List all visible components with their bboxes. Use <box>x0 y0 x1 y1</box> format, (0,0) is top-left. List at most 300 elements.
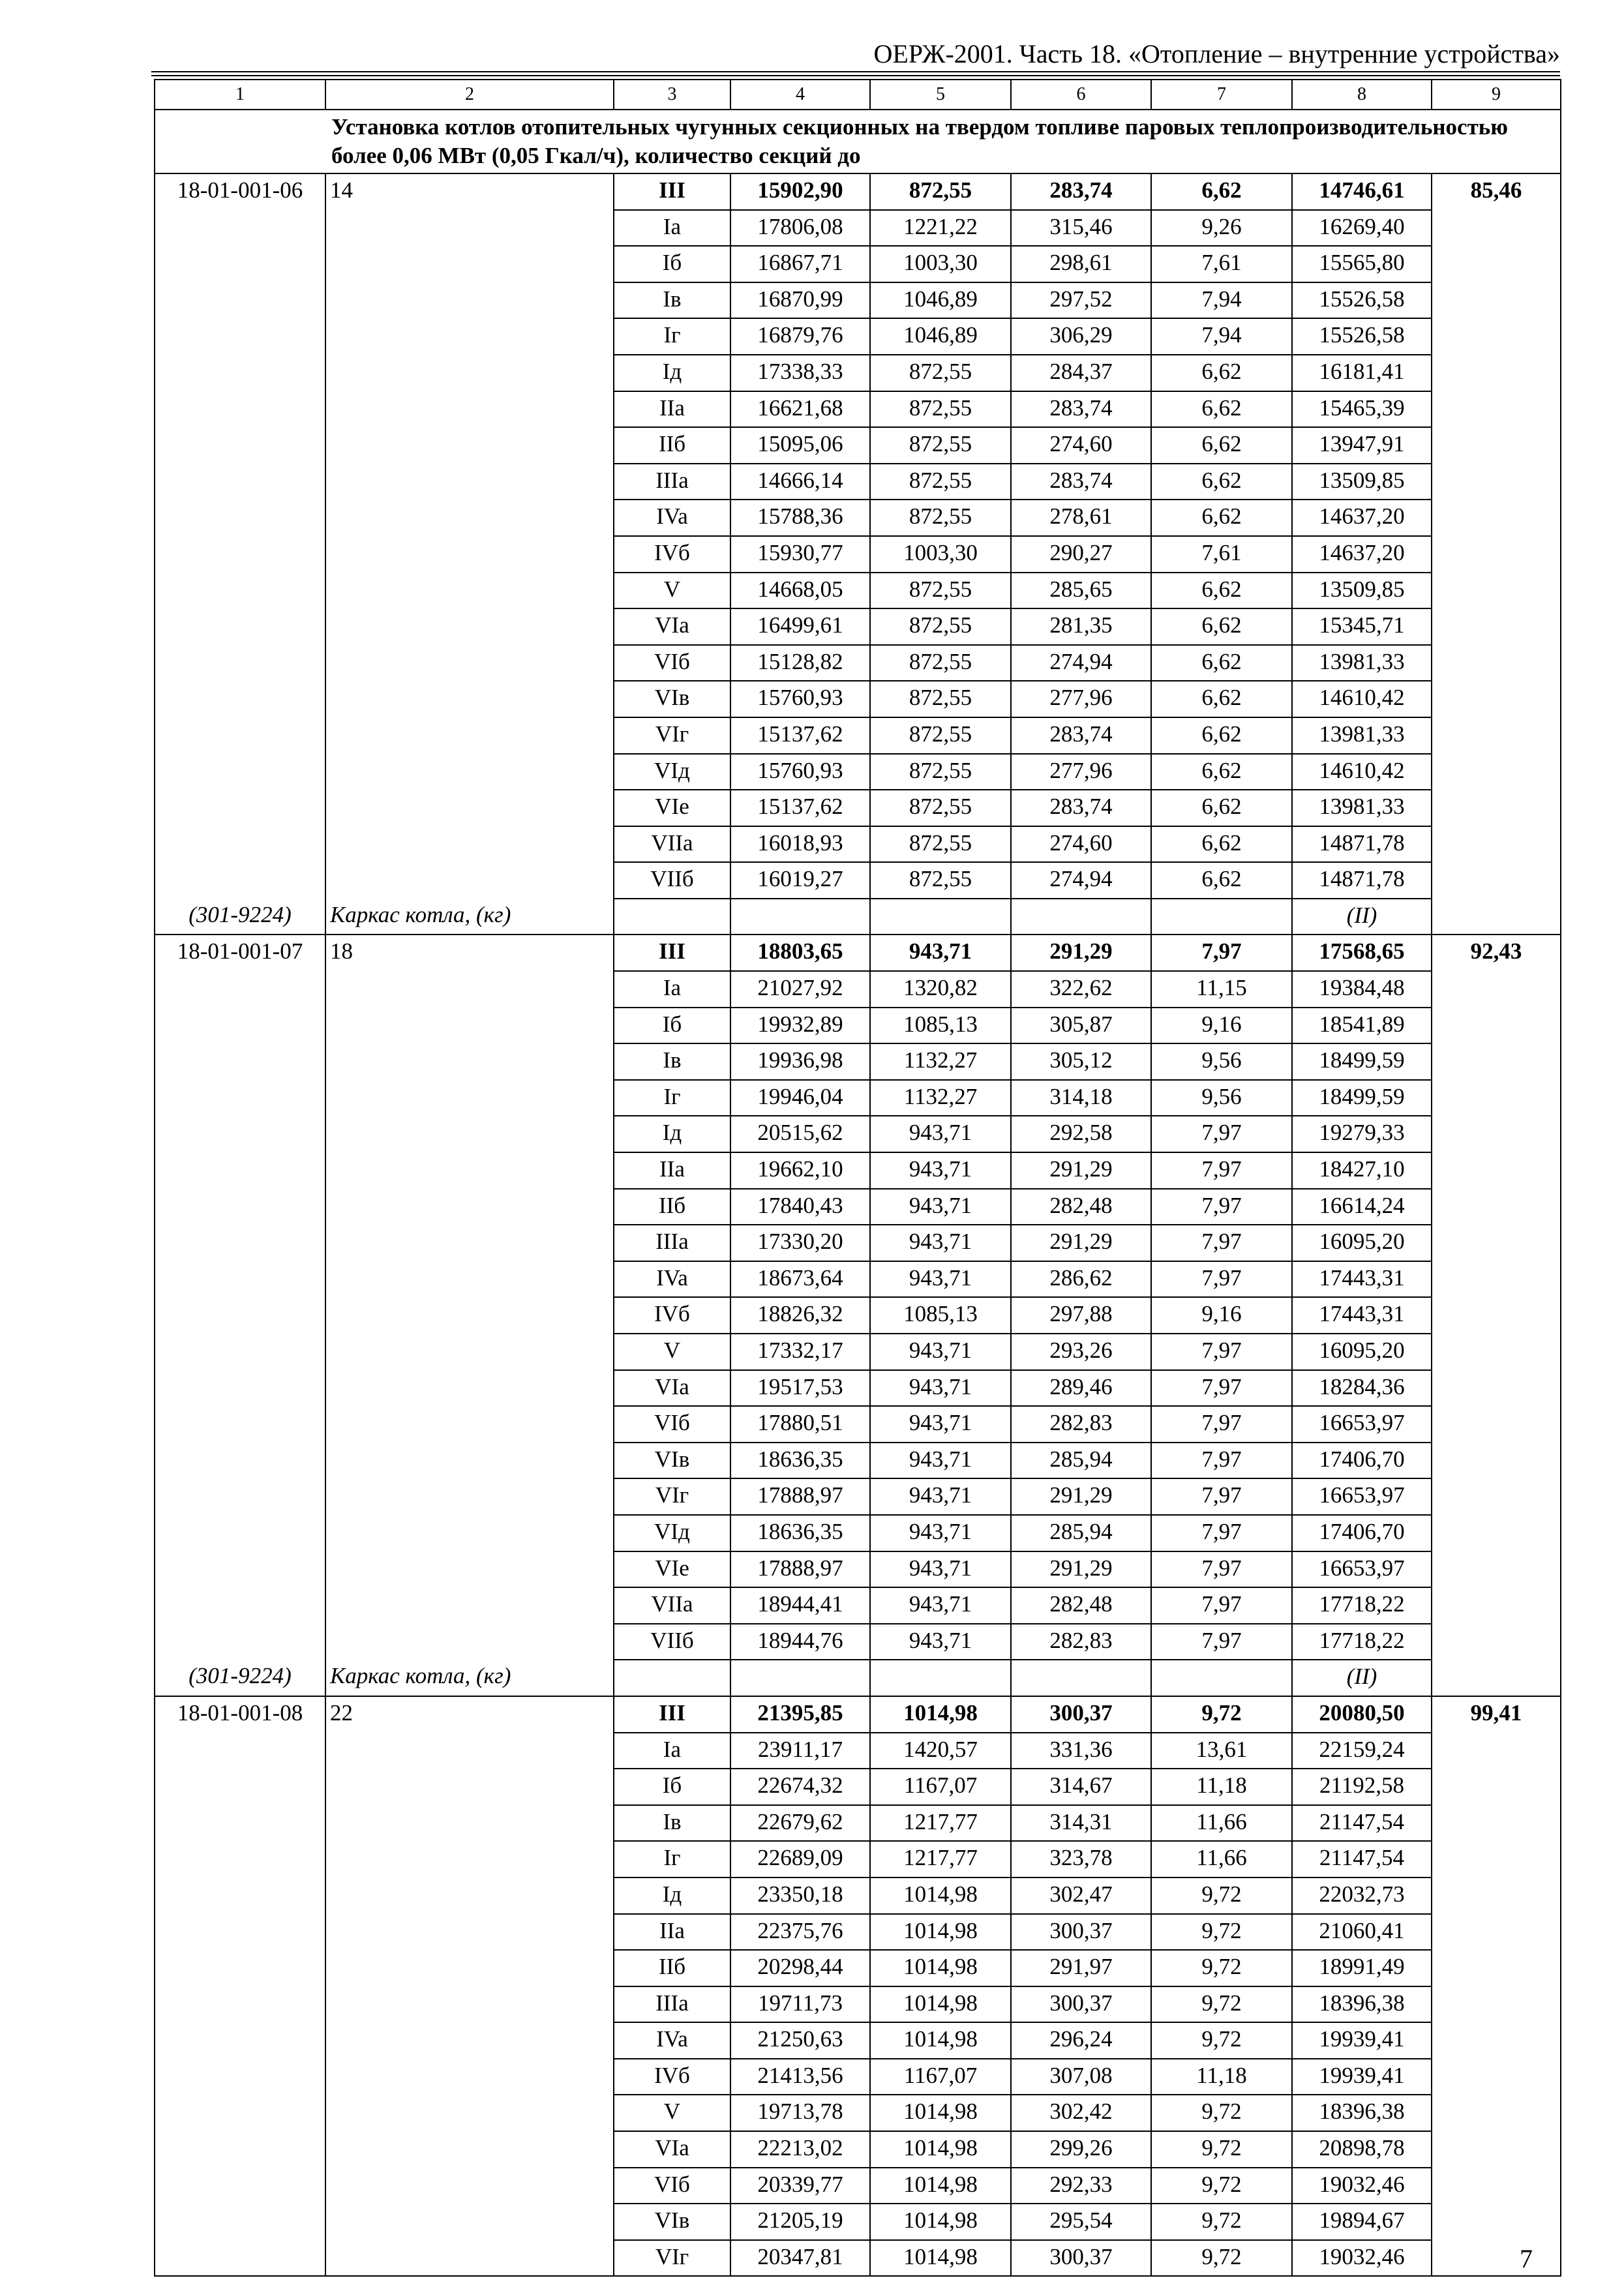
empty-cell <box>325 1152 614 1189</box>
labor-cost: 872,55 <box>870 500 1011 536</box>
norms-table <box>154 79 1561 2277</box>
zone-code: III <box>614 935 730 971</box>
empty-cell <box>155 1406 325 1443</box>
table-row <box>155 2059 1561 2095</box>
empty-cell <box>325 2204 614 2240</box>
labor-cost: 872,55 <box>870 427 1011 464</box>
zone-code: VIe <box>614 1551 730 1588</box>
table-row <box>155 1841 1561 1878</box>
total-cost: 22679,62 <box>730 1805 870 1842</box>
empty-cell <box>1432 2240 1561 2277</box>
zone-code: Iв <box>614 1043 730 1080</box>
table-row <box>155 862 1561 899</box>
frame-row <box>155 899 1561 935</box>
zone-code: III <box>614 1696 730 1733</box>
zone-code: V <box>614 1334 730 1370</box>
materials-cost: 20898,78 <box>1292 2131 1432 2168</box>
machine-labor-cost: 7,94 <box>1151 318 1292 355</box>
machine-cost: 274,94 <box>1011 645 1151 681</box>
empty-cell <box>155 2095 325 2131</box>
labor-cost: 1003,30 <box>870 246 1011 282</box>
table-row <box>155 1189 1561 1225</box>
machine-labor-cost: 9,72 <box>1151 1696 1292 1733</box>
labor-cost: 872,55 <box>870 173 1011 210</box>
machine-labor-cost: 7,97 <box>1151 935 1292 971</box>
table-row <box>155 608 1561 645</box>
labor-cost: 943,71 <box>870 1478 1011 1515</box>
empty-cell <box>325 1733 614 1769</box>
machine-cost: 299,26 <box>1011 2131 1151 2168</box>
materials-cost: 18427,10 <box>1292 1152 1432 1189</box>
materials-cost: 18284,36 <box>1292 1370 1432 1407</box>
materials-cost: 16181,41 <box>1292 355 1432 391</box>
materials-cost: 16653,97 <box>1292 1406 1432 1443</box>
zone-code: IIa <box>614 391 730 428</box>
materials-cost: 18541,89 <box>1292 1008 1432 1044</box>
table-row <box>155 1080 1561 1116</box>
empty-cell <box>1432 355 1561 391</box>
materials-cost: 18396,38 <box>1292 2095 1432 2131</box>
table-row <box>155 1733 1561 1769</box>
total-cost: 20298,44 <box>730 1950 870 1986</box>
total-cost: 23350,18 <box>730 1878 870 1914</box>
zone-code: Iг <box>614 1841 730 1878</box>
materials-cost: 19939,41 <box>1292 2059 1432 2095</box>
empty-cell <box>1432 1515 1561 1551</box>
machine-cost: 285,94 <box>1011 1443 1151 1479</box>
zone-code: IVa <box>614 2022 730 2059</box>
empty-cell <box>1432 1225 1561 1261</box>
empty-cell <box>325 210 614 247</box>
machine-labor-cost: 9,72 <box>1151 1986 1292 2023</box>
empty-cell <box>1432 1914 1561 1951</box>
empty-cell <box>325 790 614 826</box>
machine-labor-cost: 13,61 <box>1151 1733 1292 1769</box>
table-row <box>155 573 1561 609</box>
total-cost: 16018,93 <box>730 826 870 863</box>
total-cost: 19946,04 <box>730 1080 870 1116</box>
labor-hours: 85,46 <box>1432 173 1561 210</box>
empty-cell <box>155 681 325 717</box>
empty-cell <box>155 1297 325 1334</box>
machine-labor-cost: 7,97 <box>1151 1587 1292 1624</box>
total-cost: 18944,76 <box>730 1624 870 1660</box>
empty-cell <box>325 1297 614 1334</box>
table-row <box>155 1914 1561 1951</box>
total-cost: 19932,89 <box>730 1008 870 1044</box>
empty-cell <box>325 1624 614 1660</box>
empty-cell <box>1432 1950 1561 1986</box>
empty-cell <box>155 1116 325 1152</box>
total-cost: 18803,65 <box>730 935 870 971</box>
materials-cost: 22159,24 <box>1292 1733 1432 1769</box>
total-cost: 16870,99 <box>730 282 870 319</box>
materials-cost: 19032,46 <box>1292 2240 1432 2277</box>
table-row <box>155 1261 1561 1298</box>
empty-cell <box>1432 1043 1561 1080</box>
zone-code: VIa <box>614 2131 730 2168</box>
labor-cost: 1014,98 <box>870 2131 1011 2168</box>
empty-cell <box>155 500 325 536</box>
empty-cell <box>325 1551 614 1588</box>
empty-cell <box>1432 1334 1561 1370</box>
labor-cost: 943,71 <box>870 1443 1011 1479</box>
empty-cell <box>325 681 614 717</box>
machine-labor-cost: 6,62 <box>1151 754 1292 790</box>
total-cost: 17806,08 <box>730 210 870 247</box>
zone-code: VIб <box>614 2168 730 2204</box>
empty-cell <box>1432 1878 1561 1914</box>
empty-cell <box>155 826 325 863</box>
zone-code: Iб <box>614 246 730 282</box>
machine-labor-cost: 9,72 <box>1151 1914 1292 1951</box>
empty-cell <box>325 1406 614 1443</box>
empty-cell <box>1432 391 1561 428</box>
table-row <box>155 1769 1561 1805</box>
labor-cost: 1085,13 <box>870 1008 1011 1044</box>
table-row <box>155 1587 1561 1624</box>
labor-cost: 872,55 <box>870 573 1011 609</box>
empty-cell <box>1432 1152 1561 1189</box>
empty-cell <box>1432 862 1561 899</box>
page-number: 7 <box>1520 2244 1533 2273</box>
machine-cost: 295,54 <box>1011 2204 1151 2240</box>
labor-cost: 872,55 <box>870 754 1011 790</box>
machine-labor-cost: 7,97 <box>1151 1443 1292 1479</box>
empty-cell <box>155 1080 325 1116</box>
total-cost: 19662,10 <box>730 1152 870 1189</box>
empty-cell <box>155 1551 325 1588</box>
machine-labor-cost: 7,97 <box>1151 1225 1292 1261</box>
empty-cell <box>155 1587 325 1624</box>
empty-cell <box>1432 464 1561 500</box>
empty-cell <box>155 1878 325 1914</box>
column-number: 7 <box>1151 80 1292 110</box>
labor-cost: 943,71 <box>870 1370 1011 1407</box>
zone-code: V <box>614 573 730 609</box>
zone-code: Iд <box>614 1878 730 1914</box>
zone-code: VIг <box>614 1478 730 1515</box>
total-cost: 15128,82 <box>730 645 870 681</box>
machine-labor-cost: 7,97 <box>1151 1116 1292 1152</box>
empty-cell <box>1432 826 1561 863</box>
column-number: 6 <box>1011 80 1151 110</box>
table-row <box>155 2095 1561 2131</box>
zone-code: VIв <box>614 2204 730 2240</box>
empty-cell <box>614 899 730 935</box>
total-cost: 17330,20 <box>730 1225 870 1261</box>
empty-cell <box>325 1225 614 1261</box>
empty-cell <box>155 1443 325 1479</box>
machine-labor-cost: 11,66 <box>1151 1841 1292 1878</box>
zone-code: IVб <box>614 1297 730 1334</box>
total-cost: 21205,19 <box>730 2204 870 2240</box>
total-cost: 15095,06 <box>730 427 870 464</box>
labor-cost: 1014,98 <box>870 2204 1011 2240</box>
total-cost: 22674,32 <box>730 1769 870 1805</box>
total-cost: 15788,36 <box>730 500 870 536</box>
labor-cost: 1014,98 <box>870 2240 1011 2277</box>
machine-cost: 305,87 <box>1011 1008 1151 1044</box>
table-row <box>155 717 1561 754</box>
empty-cell <box>1432 1297 1561 1334</box>
empty-cell <box>155 754 325 790</box>
labor-cost: 1221,22 <box>870 210 1011 247</box>
materials-cost: 17718,22 <box>1292 1587 1432 1624</box>
empty-cell <box>325 645 614 681</box>
empty-cell <box>1432 1841 1561 1878</box>
materials-cost: 15526,58 <box>1292 282 1432 319</box>
machine-cost: 323,78 <box>1011 1841 1151 1878</box>
labor-cost: 872,55 <box>870 608 1011 645</box>
table-row <box>155 2204 1561 2240</box>
labor-cost: 1217,77 <box>870 1805 1011 1842</box>
machine-labor-cost: 9,16 <box>1151 1297 1292 1334</box>
materials-cost: 14871,78 <box>1292 826 1432 863</box>
empty-cell <box>155 1769 325 1805</box>
empty-cell <box>155 1225 325 1261</box>
total-cost: 20515,62 <box>730 1116 870 1152</box>
machine-cost: 281,35 <box>1011 608 1151 645</box>
empty-cell <box>155 573 325 609</box>
empty-cell <box>155 1152 325 1189</box>
materials-cost: 15345,71 <box>1292 608 1432 645</box>
table-row <box>155 2022 1561 2059</box>
machine-cost: 314,31 <box>1011 1805 1151 1842</box>
labor-cost: 872,55 <box>870 681 1011 717</box>
labor-cost: 943,71 <box>870 1225 1011 1261</box>
empty-cell <box>325 862 614 899</box>
machine-labor-cost: 9,72 <box>1151 2240 1292 2277</box>
labor-cost: 943,71 <box>870 1551 1011 1588</box>
empty-cell <box>155 2059 325 2095</box>
total-cost: 20339,77 <box>730 2168 870 2204</box>
machine-labor-cost: 6,62 <box>1151 573 1292 609</box>
total-cost: 15760,93 <box>730 681 870 717</box>
total-cost: 16621,68 <box>730 391 870 428</box>
empty-cell <box>325 608 614 645</box>
labor-cost: 943,71 <box>870 1515 1011 1551</box>
column-number: 2 <box>325 80 614 110</box>
zone-code: VIв <box>614 1443 730 1479</box>
zone-code: Iб <box>614 1769 730 1805</box>
column-number: 5 <box>870 80 1011 110</box>
table-row <box>155 1406 1561 1443</box>
empty-cell <box>155 717 325 754</box>
empty-cell <box>1432 971 1561 1008</box>
empty-cell <box>155 1950 325 1986</box>
zone-code: VIб <box>614 645 730 681</box>
empty-cell <box>1432 1986 1561 2023</box>
machine-labor-cost: 7,97 <box>1151 1624 1292 1660</box>
empty-cell <box>325 573 614 609</box>
labor-cost: 872,55 <box>870 464 1011 500</box>
total-cost: 18673,64 <box>730 1261 870 1298</box>
zone-code: IVб <box>614 536 730 573</box>
labor-cost: 872,55 <box>870 717 1011 754</box>
materials-cost: 13509,85 <box>1292 464 1432 500</box>
empty-cell <box>325 1805 614 1842</box>
labor-cost: 1014,98 <box>870 1878 1011 1914</box>
empty-cell <box>325 427 614 464</box>
machine-cost: 291,29 <box>1011 1478 1151 1515</box>
empty-cell <box>155 2022 325 2059</box>
machine-cost: 283,74 <box>1011 391 1151 428</box>
zone-code: Iд <box>614 355 730 391</box>
machine-labor-cost: 9,16 <box>1151 1008 1292 1044</box>
total-cost: 15930,77 <box>730 536 870 573</box>
table-row <box>155 681 1561 717</box>
table-row <box>155 536 1561 573</box>
table-row <box>155 2168 1561 2204</box>
machine-labor-cost: 9,72 <box>1151 2131 1292 2168</box>
labor-cost: 1085,13 <box>870 1297 1011 1334</box>
machine-labor-cost: 6,62 <box>1151 681 1292 717</box>
column-number-row <box>155 80 1561 110</box>
zone-code: III <box>614 173 730 210</box>
empty-cell <box>155 246 325 282</box>
labor-cost: 1132,27 <box>870 1080 1011 1116</box>
labor-cost: 943,71 <box>870 1261 1011 1298</box>
empty-cell <box>325 391 614 428</box>
empty-cell <box>730 1660 870 1696</box>
machine-labor-cost: 6,62 <box>1151 608 1292 645</box>
machine-cost: 286,62 <box>1011 1261 1151 1298</box>
total-cost: 20347,81 <box>730 2240 870 2277</box>
materials-cost: 21147,54 <box>1292 1841 1432 1878</box>
machine-cost: 278,61 <box>1011 500 1151 536</box>
table-row <box>155 173 1561 210</box>
machine-cost: 274,60 <box>1011 826 1151 863</box>
total-cost: 17840,43 <box>730 1189 870 1225</box>
machine-cost: 291,29 <box>1011 935 1151 971</box>
materials-cost: 14871,78 <box>1292 862 1432 899</box>
machine-cost: 285,94 <box>1011 1515 1151 1551</box>
empty-cell <box>155 1986 325 2023</box>
section-title: Установка котлов отопительных чугунных секционных на твердом топливе паровых теплопроизводительностью более 0,06 МВт (0,05 Гкал/ч), количество секций до <box>331 114 1509 168</box>
empty-cell <box>155 282 325 319</box>
machine-labor-cost: 7,97 <box>1151 1478 1292 1515</box>
machine-labor-cost: 7,97 <box>1151 1406 1292 1443</box>
norm-code: 18-01-001-07 <box>155 935 325 971</box>
table-row <box>155 282 1561 319</box>
machine-cost: 283,74 <box>1011 717 1151 754</box>
resource-code: (301-9224) <box>155 899 325 935</box>
table-row <box>155 1043 1561 1080</box>
empty-cell <box>870 899 1011 935</box>
labor-cost: 1420,57 <box>870 1733 1011 1769</box>
materials-cost: 13981,33 <box>1292 645 1432 681</box>
materials-cost: 22032,73 <box>1292 1878 1432 1914</box>
machine-cost: 315,46 <box>1011 210 1151 247</box>
machine-labor-cost: 6,62 <box>1151 790 1292 826</box>
empty-cell <box>1432 2022 1561 2059</box>
empty-cell <box>325 1043 614 1080</box>
zone-code: VIб <box>614 1406 730 1443</box>
empty-cell <box>325 2095 614 2131</box>
empty-cell <box>155 1805 325 1842</box>
empty-cell <box>1432 1769 1561 1805</box>
total-cost: 19711,73 <box>730 1986 870 2023</box>
resource-value: (II) <box>1292 1660 1432 1696</box>
machine-cost: 300,37 <box>1011 1986 1151 2023</box>
labor-cost: 1217,77 <box>870 1841 1011 1878</box>
empty-cell <box>1432 282 1561 319</box>
table-row <box>155 754 1561 790</box>
zone-code: VIг <box>614 717 730 754</box>
machine-cost: 306,29 <box>1011 318 1151 355</box>
empty-cell <box>155 355 325 391</box>
machine-labor-cost: 6,62 <box>1151 355 1292 391</box>
empty-cell <box>1151 899 1292 935</box>
zone-code: Ia <box>614 971 730 1008</box>
machine-cost: 282,48 <box>1011 1189 1151 1225</box>
materials-cost: 19279,33 <box>1292 1116 1432 1152</box>
total-cost: 19713,78 <box>730 2095 870 2131</box>
empty-cell <box>1432 210 1561 247</box>
empty-cell <box>155 2204 325 2240</box>
total-cost: 22213,02 <box>730 2131 870 2168</box>
empty-cell <box>1432 1189 1561 1225</box>
resource-code: (301-9224) <box>155 1660 325 1696</box>
materials-cost: 15565,80 <box>1292 246 1432 282</box>
empty-cell <box>155 790 325 826</box>
empty-cell <box>155 1008 325 1044</box>
empty-cell <box>1432 2204 1561 2240</box>
empty-cell <box>155 318 325 355</box>
empty-cell <box>1432 608 1561 645</box>
empty-cell <box>325 1587 614 1624</box>
table-row <box>155 1950 1561 1986</box>
machine-cost: 282,83 <box>1011 1406 1151 1443</box>
empty-cell <box>1432 1624 1561 1660</box>
table-row <box>155 1624 1561 1660</box>
machine-labor-cost: 9,26 <box>1151 210 1292 247</box>
materials-cost: 18499,59 <box>1292 1043 1432 1080</box>
column-number: 3 <box>614 80 730 110</box>
empty-cell <box>155 391 325 428</box>
norm-code: 18-01-001-08 <box>155 1696 325 1733</box>
machine-labor-cost: 9,72 <box>1151 2022 1292 2059</box>
machine-labor-cost: 6,62 <box>1151 862 1292 899</box>
labor-cost: 1014,98 <box>870 2022 1011 2059</box>
empty-cell <box>1011 899 1151 935</box>
table-row <box>155 1370 1561 1407</box>
zone-code: Ia <box>614 1733 730 1769</box>
machine-cost: 300,37 <box>1011 2240 1151 2277</box>
machine-cost: 305,12 <box>1011 1043 1151 1080</box>
labor-cost: 1320,82 <box>870 971 1011 1008</box>
empty-cell <box>325 1478 614 1515</box>
table-row <box>155 464 1561 500</box>
empty-cell <box>325 246 614 282</box>
table-row <box>155 391 1561 428</box>
empty-cell <box>325 2240 614 2277</box>
machine-labor-cost: 6,62 <box>1151 500 1292 536</box>
table-row <box>155 1986 1561 2023</box>
materials-cost: 16614,24 <box>1292 1189 1432 1225</box>
machine-labor-cost: 11,18 <box>1151 2059 1292 2095</box>
empty-cell <box>325 1515 614 1551</box>
empty-cell <box>325 1334 614 1370</box>
machine-labor-cost: 9,72 <box>1151 2168 1292 2204</box>
machine-cost: 283,74 <box>1011 464 1151 500</box>
zone-code: VIe <box>614 790 730 826</box>
empty-cell <box>1011 1660 1151 1696</box>
machine-cost: 322,62 <box>1011 971 1151 1008</box>
materials-cost: 13947,91 <box>1292 427 1432 464</box>
machine-cost: 300,37 <box>1011 1696 1151 1733</box>
